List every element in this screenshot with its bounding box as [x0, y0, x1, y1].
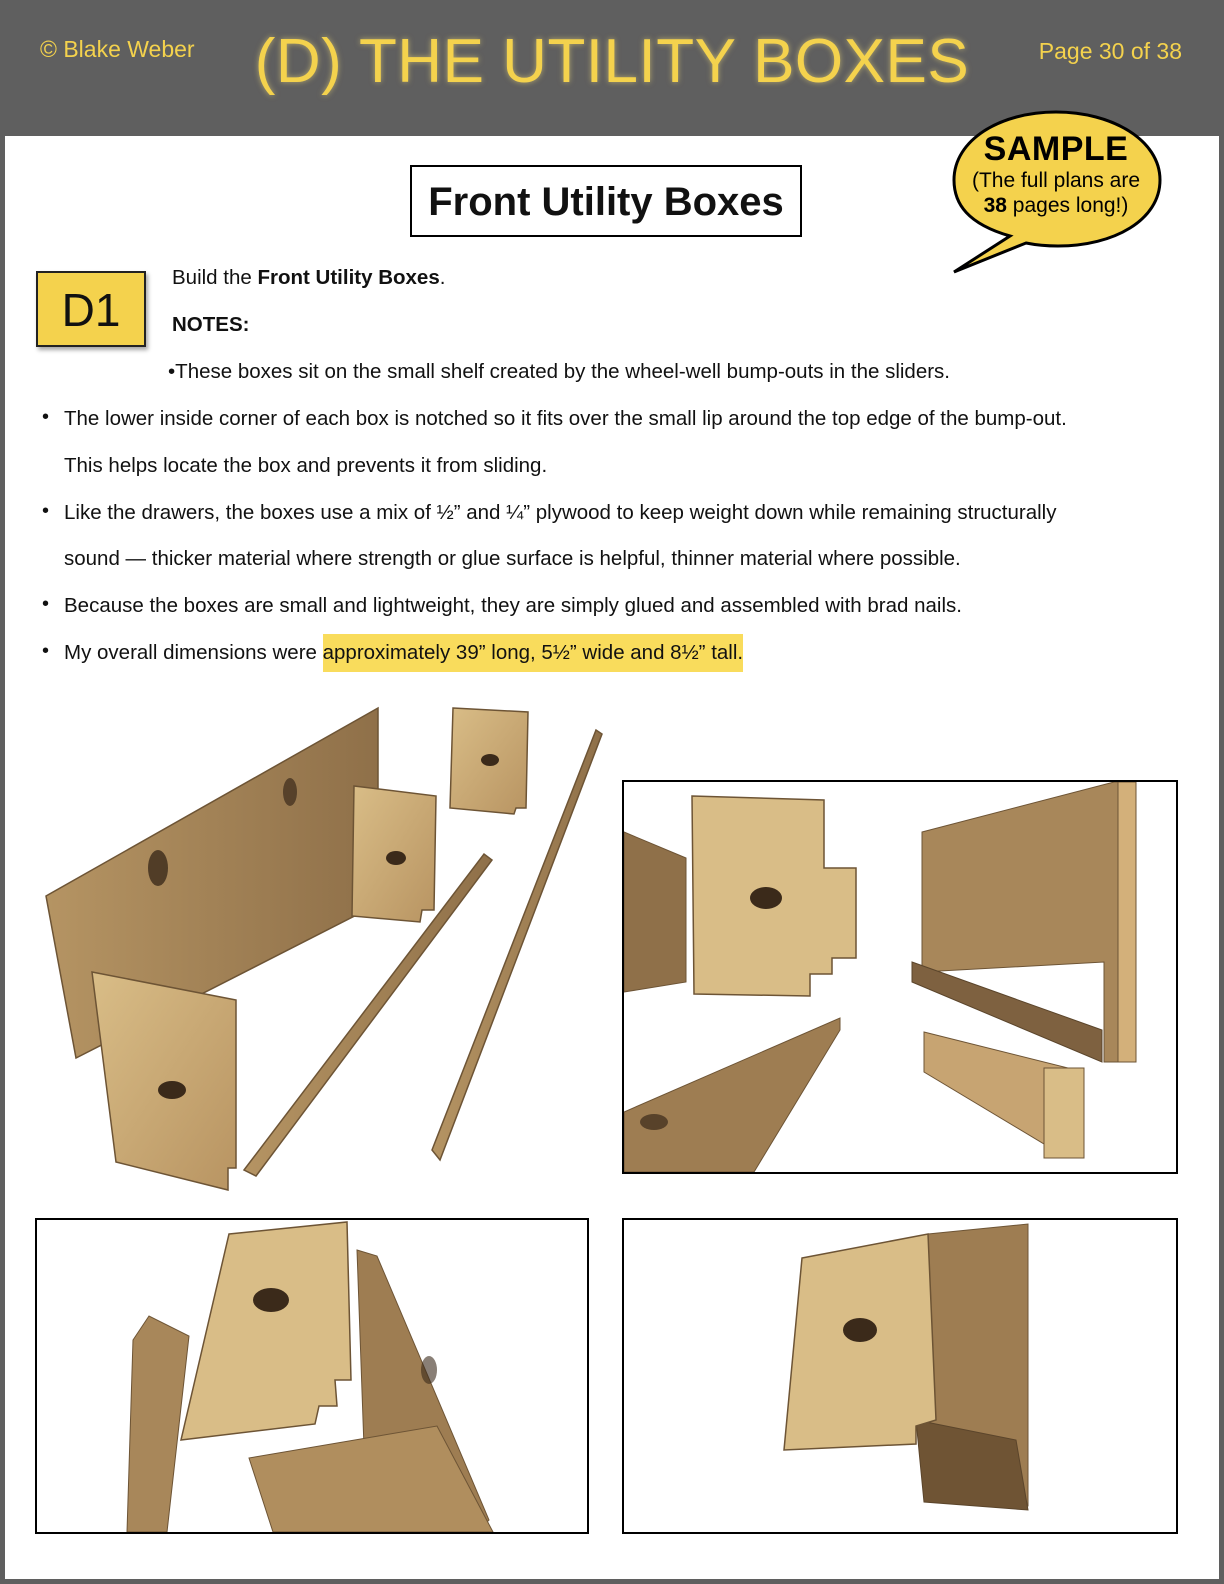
bullet-dot: •: [42, 640, 50, 662]
dimensions-highlight: approximately 39” long, 5½” wide and 8½” tall.: [323, 634, 743, 672]
partial-assembly-frame: [35, 1218, 589, 1534]
assembled-box-illustration: [624, 1220, 1176, 1532]
notch-detail-frame: [622, 780, 1178, 1174]
assembled-box-frame: [622, 1218, 1178, 1534]
page-number: Page 30 of 38: [1038, 38, 1182, 64]
page-title: (D) THE UTILITY BOXES: [254, 27, 970, 96]
bullet-dot: •: [42, 500, 50, 522]
dimensions-prefix: My overall dimensions were: [64, 641, 323, 664]
partial-assembly-illustration: [37, 1220, 587, 1532]
bullet-2-line-2: sound — thicker material where strength or glue surface is helpful, thinner material where possible.: [64, 547, 961, 570]
callout-line-1: (The full plans are: [971, 169, 1141, 192]
section-title: Front Utility Boxes: [410, 165, 802, 237]
notch-detail-illustration: [624, 782, 1176, 1172]
exploded-box-illustration: [40, 700, 610, 1200]
callout-page-count: 38: [983, 194, 1007, 217]
callout-line-2-rest: pages long!): [1006, 194, 1129, 217]
bullet-4: [64, 640, 743, 672]
bullet-dot: •: [42, 593, 50, 615]
intro-line: [172, 265, 445, 291]
callout-line-2: [956, 193, 1156, 218]
intro-bold: Front Utility Boxes: [257, 266, 440, 289]
bullet-1-line-2: This helps locate the box and prevents it from sliding.: [64, 454, 548, 477]
bullet-3-line-1: Because the boxes are small and lightweight, they are simply glued and assembled with brad nails.: [64, 594, 962, 617]
intro-suffix: .: [439, 266, 446, 289]
step-badge: D1: [36, 271, 146, 347]
bullet-1-line-1: The lower inside corner of each box is notched so it fits over the small lip around the top edge of the bump-out.: [64, 407, 1067, 430]
sample-callout: [956, 130, 1156, 218]
callout-title: SAMPLE: [983, 130, 1129, 168]
notes-label: NOTES:: [172, 313, 250, 336]
note-first: •These boxes sit on the small shelf created by the wheel-well bump-outs in the sliders.: [168, 360, 951, 383]
intro-prefix: Build the: [172, 266, 258, 289]
bullet-2-line-1: Like the drawers, the boxes use a mix of ½” and ¼” plywood to keep weight down while remaining structurally: [64, 501, 1057, 524]
copyright: © Blake Weber: [40, 36, 195, 62]
bullet-dot: •: [42, 406, 50, 428]
